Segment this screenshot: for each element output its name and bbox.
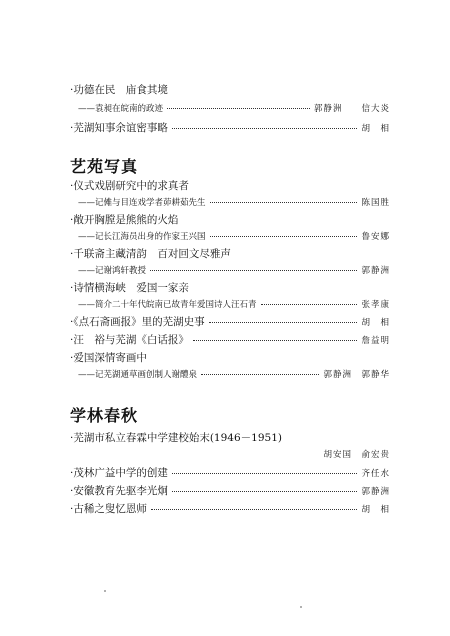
dot-leader bbox=[172, 128, 358, 129]
dot-leader bbox=[150, 270, 357, 271]
entry-author: 郭静洲 bbox=[361, 266, 390, 276]
entry-title: ·古稀之叟忆恩师 bbox=[70, 503, 147, 515]
dot-leader bbox=[151, 509, 358, 510]
section-heading: 艺苑写真 bbox=[70, 157, 139, 176]
entry-title: ·敞开胸膛是熊熊的火焰 bbox=[70, 214, 179, 226]
dot-leader bbox=[167, 108, 310, 109]
toc-entry[interactable] bbox=[70, 503, 390, 517]
entry-title: ·功德在民 庙食其境 bbox=[70, 84, 168, 96]
entry-subtitle: ——简介二十年代皖南已故青年爱国诗人汪石青 bbox=[78, 300, 257, 310]
entry-title: ·诗情横海峡 爱国一家亲 bbox=[70, 282, 189, 294]
toc-entry[interactable] bbox=[70, 214, 390, 244]
entry-title: ·芜湖市私立春霖中学建校始末(1946－1951) bbox=[70, 432, 282, 444]
section-heading: 学林春秋 bbox=[70, 406, 139, 425]
entry-author: 胡安国 俞宏贵 bbox=[323, 450, 390, 460]
dot-leader bbox=[261, 304, 358, 305]
entry-subtitle: ——记长江海员出身的作家王兴国 bbox=[78, 232, 206, 242]
entry-author: 张孝康 bbox=[361, 300, 390, 310]
entry-author: 胡 相 bbox=[361, 318, 390, 328]
entry-subtitle: ——记谢鸿轩教授 bbox=[78, 266, 147, 276]
toc-entry[interactable] bbox=[70, 352, 390, 382]
dot-leader bbox=[193, 340, 358, 341]
toc-entry[interactable] bbox=[70, 485, 390, 499]
entry-author: 詹益明 bbox=[361, 336, 390, 346]
dot-leader bbox=[172, 473, 358, 474]
entry-author: 胡 相 bbox=[361, 505, 390, 515]
scan-speck bbox=[300, 606, 302, 608]
entry-title: ·千联斋主藏清韵 百对回文尽雅声 bbox=[70, 248, 231, 260]
toc-entry[interactable] bbox=[70, 316, 390, 330]
dot-leader bbox=[201, 374, 319, 375]
toc-entry[interactable] bbox=[70, 467, 390, 481]
entry-author: 鲁安娜 bbox=[361, 232, 390, 242]
toc-entry[interactable] bbox=[70, 334, 390, 348]
scan-speck bbox=[104, 590, 106, 592]
entry-title: ·汪 裕与芜湖《白话报》 bbox=[70, 334, 189, 346]
entry-title: ·仪式戏剧研究中的求真者 bbox=[70, 180, 189, 192]
toc-entry[interactable] bbox=[70, 84, 390, 116]
entry-title: ·芜湖知事余谊密事略 bbox=[70, 122, 168, 134]
toc-entry[interactable] bbox=[70, 122, 390, 136]
entry-author: 陈国胜 bbox=[361, 198, 390, 208]
dot-leader bbox=[210, 236, 358, 237]
entry-author: 郭静洲 郭静华 bbox=[323, 370, 390, 380]
entry-title: ·爱国深情寄画中 bbox=[70, 352, 147, 364]
toc-entry[interactable] bbox=[70, 432, 390, 462]
entry-subtitle: ——袁昶在皖南的政迹 bbox=[78, 104, 164, 114]
toc-entry[interactable] bbox=[70, 248, 390, 278]
entry-title: ·茂林广益中学的创建 bbox=[70, 467, 168, 479]
toc-entry[interactable] bbox=[70, 282, 390, 312]
dot-leader bbox=[172, 491, 358, 492]
entry-subtitle: ——记芜湖通草画创制人谢醴泉 bbox=[78, 370, 198, 380]
entry-title: ·《点石斋画报》里的芜湖史事 bbox=[70, 316, 205, 328]
entry-author: 齐任水 bbox=[361, 469, 390, 479]
entry-subtitle: ——记傩与目连戏学者茆耕茹先生 bbox=[78, 198, 206, 208]
dot-leader bbox=[209, 322, 358, 323]
entry-author: 郭静洲 bbox=[361, 487, 390, 497]
dot-leader bbox=[210, 202, 358, 203]
toc-entry[interactable] bbox=[70, 180, 390, 210]
entry-author: 胡 相 bbox=[361, 124, 390, 134]
entry-title: ·安徽教育先驱李光炯 bbox=[70, 485, 168, 497]
entry-author: 郭静洲 信大炎 bbox=[313, 104, 390, 114]
